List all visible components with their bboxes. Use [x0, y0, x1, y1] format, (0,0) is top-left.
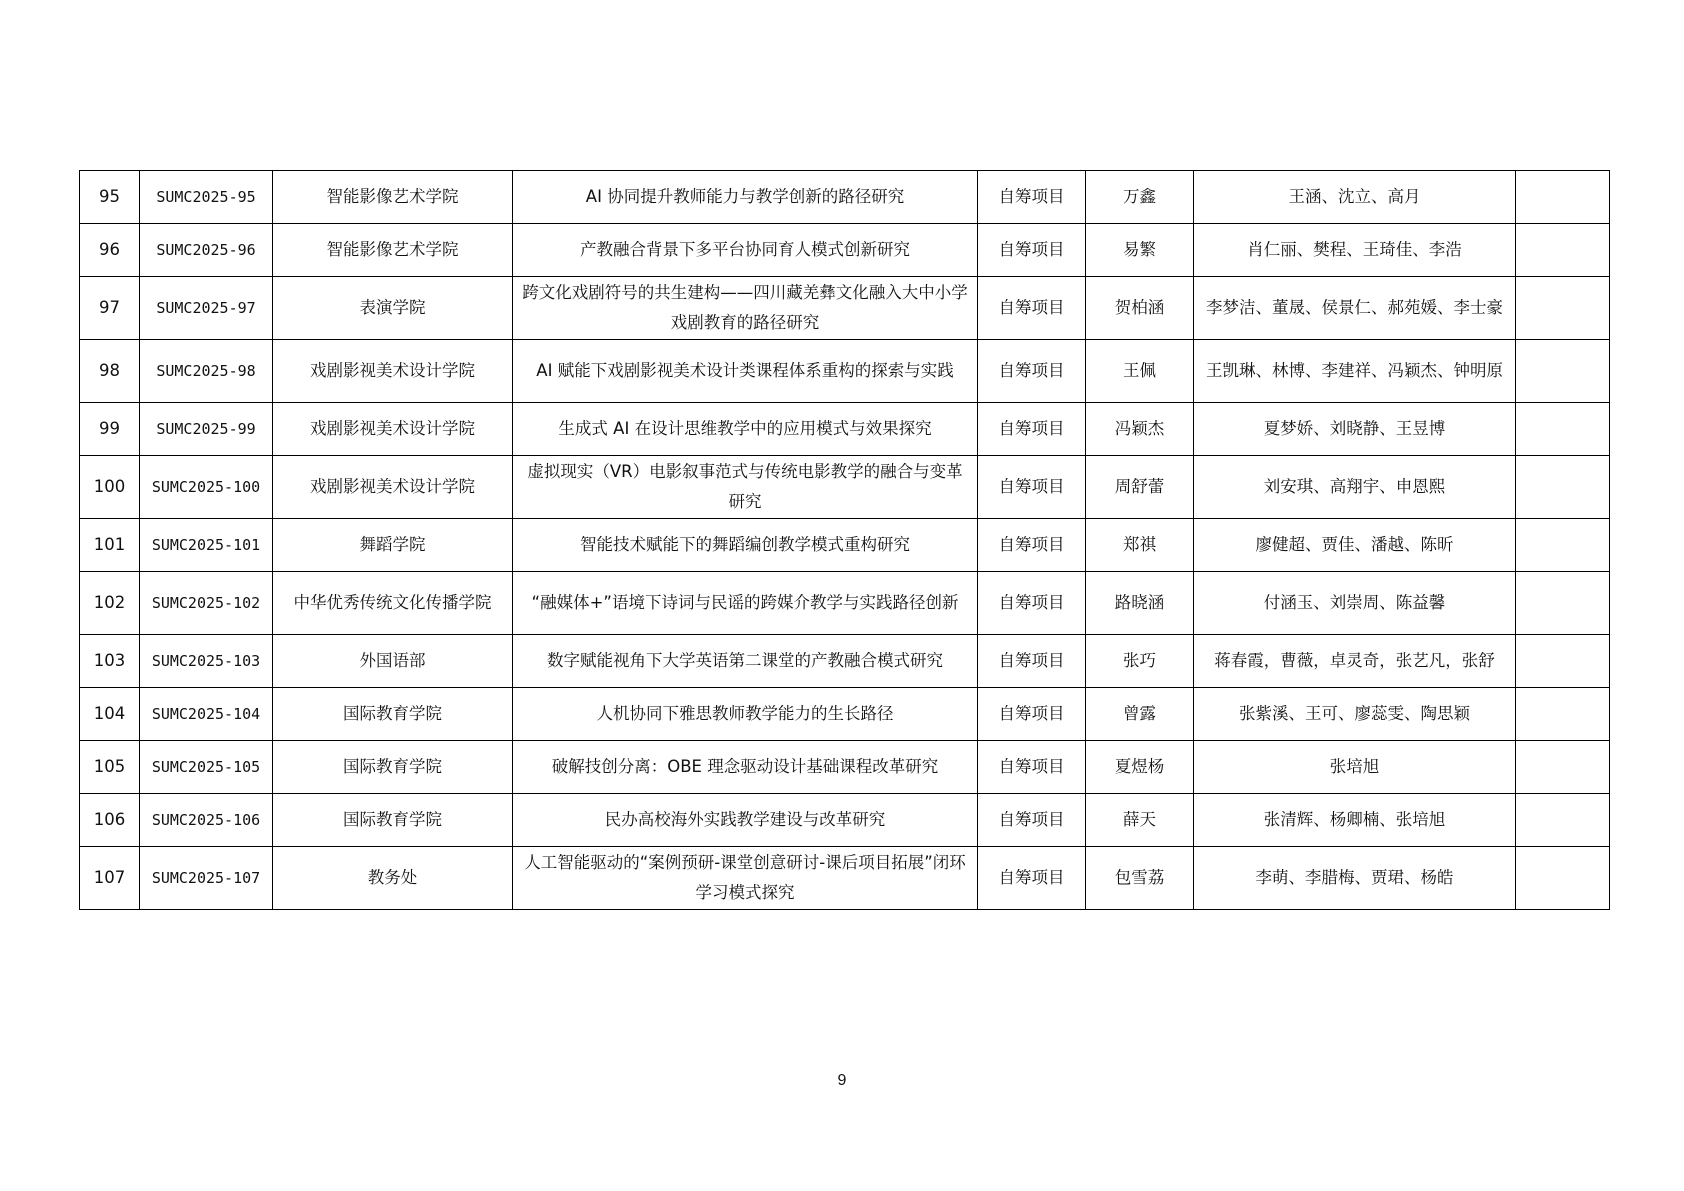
project-table — [79, 170, 1610, 910]
members-cell: 肖仁丽、樊程、王琦佳、李浩 — [1194, 224, 1516, 277]
project-type-cell: 自筹项目 — [978, 519, 1086, 572]
row-number-cell: 99 — [80, 403, 140, 456]
project-type-cell: 自筹项目 — [978, 403, 1086, 456]
project-leader-cell: 周舒蕾 — [1086, 456, 1194, 519]
project-type-cell: 自筹项目 — [978, 741, 1086, 794]
project-code-cell: SUMC2025-107 — [140, 847, 273, 910]
members-cell: 夏梦娇、刘晓静、王昱博 — [1194, 403, 1516, 456]
project-type-cell: 自筹项目 — [978, 277, 1086, 340]
remark-cell — [1516, 456, 1610, 519]
project-code-cell: SUMC2025-99 — [140, 403, 273, 456]
row-number-cell: 98 — [80, 340, 140, 403]
members-cell: 廖健超、贾佳、潘越、陈昕 — [1194, 519, 1516, 572]
remark-cell — [1516, 171, 1610, 224]
remark-cell — [1516, 277, 1610, 340]
row-number-cell: 101 — [80, 519, 140, 572]
project-leader-cell: 王佩 — [1086, 340, 1194, 403]
remark-cell — [1516, 519, 1610, 572]
college-cell: 智能影像艺术学院 — [273, 224, 513, 277]
table-row — [80, 572, 1610, 635]
project-title-cell: 人工智能驱动的“案例预研-课堂创意研讨-课后项目拓展”闭环学习模式探究 — [513, 847, 978, 910]
row-number-cell: 105 — [80, 741, 140, 794]
project-code-cell: SUMC2025-106 — [140, 794, 273, 847]
project-code-cell: SUMC2025-102 — [140, 572, 273, 635]
members-cell: 蒋春霞，曹薇，卓灵奇，张艺凡，张舒 — [1194, 635, 1516, 688]
row-number-cell: 106 — [80, 794, 140, 847]
project-title-cell: 产教融合背景下多平台协同育人模式创新研究 — [513, 224, 978, 277]
project-type-cell: 自筹项目 — [978, 456, 1086, 519]
college-cell: 国际教育学院 — [273, 794, 513, 847]
project-title-cell: 民办高校海外实践教学建设与改革研究 — [513, 794, 978, 847]
project-leader-cell: 薛天 — [1086, 794, 1194, 847]
table-row — [80, 635, 1610, 688]
project-code-cell: SUMC2025-101 — [140, 519, 273, 572]
members-cell: 王涵、沈立、高月 — [1194, 171, 1516, 224]
project-leader-cell: 万鑫 — [1086, 171, 1194, 224]
project-leader-cell: 夏煜杨 — [1086, 741, 1194, 794]
row-number-cell: 102 — [80, 572, 140, 635]
project-title-cell: 跨文化戏剧符号的共生建构——四川藏羌彝文化融入大中小学戏剧教育的路径研究 — [513, 277, 978, 340]
project-title-cell: AI 赋能下戏剧影视美术设计类课程体系重构的探索与实践 — [513, 340, 978, 403]
college-cell: 国际教育学院 — [273, 688, 513, 741]
college-cell: 国际教育学院 — [273, 741, 513, 794]
project-code-cell: SUMC2025-104 — [140, 688, 273, 741]
project-title-cell: 人机协同下雅思教师教学能力的生长路径 — [513, 688, 978, 741]
project-title-cell: “融媒体+”语境下诗词与民谣的跨媒介教学与实践路径创新 — [513, 572, 978, 635]
table-row — [80, 277, 1610, 340]
college-cell: 戏剧影视美术设计学院 — [273, 340, 513, 403]
project-type-cell: 自筹项目 — [978, 794, 1086, 847]
college-cell: 戏剧影视美术设计学院 — [273, 456, 513, 519]
college-cell: 舞蹈学院 — [273, 519, 513, 572]
college-cell: 中华优秀传统文化传播学院 — [273, 572, 513, 635]
row-number-cell: 103 — [80, 635, 140, 688]
project-code-cell: SUMC2025-97 — [140, 277, 273, 340]
project-leader-cell: 张巧 — [1086, 635, 1194, 688]
project-type-cell: 自筹项目 — [978, 171, 1086, 224]
project-code-cell: SUMC2025-96 — [140, 224, 273, 277]
row-number-cell: 96 — [80, 224, 140, 277]
college-cell: 智能影像艺术学院 — [273, 171, 513, 224]
project-title-cell: 破解技创分离：OBE 理念驱动设计基础课程改革研究 — [513, 741, 978, 794]
project-code-cell: SUMC2025-105 — [140, 741, 273, 794]
page-number: 9 — [837, 1072, 847, 1089]
project-code-cell: SUMC2025-95 — [140, 171, 273, 224]
project-leader-cell: 贺柏涵 — [1086, 277, 1194, 340]
remark-cell — [1516, 794, 1610, 847]
row-number-cell: 100 — [80, 456, 140, 519]
table-body — [80, 171, 1610, 910]
project-leader-cell: 郑祺 — [1086, 519, 1194, 572]
project-title-cell: 生成式 AI 在设计思维教学中的应用模式与效果探究 — [513, 403, 978, 456]
table-row — [80, 224, 1610, 277]
project-type-cell: 自筹项目 — [978, 224, 1086, 277]
table-row — [80, 794, 1610, 847]
project-leader-cell: 路晓涵 — [1086, 572, 1194, 635]
row-number-cell: 95 — [80, 171, 140, 224]
project-type-cell: 自筹项目 — [978, 340, 1086, 403]
members-cell: 张紫溪、王可、廖蕊雯、陶思颖 — [1194, 688, 1516, 741]
remark-cell — [1516, 340, 1610, 403]
members-cell: 刘安琪、高翔宇、申恩熙 — [1194, 456, 1516, 519]
college-cell: 戏剧影视美术设计学院 — [273, 403, 513, 456]
college-cell: 教务处 — [273, 847, 513, 910]
remark-cell — [1516, 635, 1610, 688]
remark-cell — [1516, 224, 1610, 277]
table-row — [80, 340, 1610, 403]
table-row — [80, 171, 1610, 224]
project-title-cell: 数字赋能视角下大学英语第二课堂的产教融合模式研究 — [513, 635, 978, 688]
members-cell: 李梦洁、董晟、侯景仁、郝苑媛、李士豪 — [1194, 277, 1516, 340]
project-code-cell: SUMC2025-98 — [140, 340, 273, 403]
members-cell: 张培旭 — [1194, 741, 1516, 794]
remark-cell — [1516, 741, 1610, 794]
college-cell: 表演学院 — [273, 277, 513, 340]
table-row — [80, 456, 1610, 519]
row-number-cell: 97 — [80, 277, 140, 340]
project-title-cell: 虚拟现实（VR）电影叙事范式与传统电影教学的融合与变革研究 — [513, 456, 978, 519]
project-title-cell: AI 协同提升教师能力与教学创新的路径研究 — [513, 171, 978, 224]
project-code-cell: SUMC2025-100 — [140, 456, 273, 519]
remark-cell — [1516, 572, 1610, 635]
members-cell: 付涵玉、刘崇周、陈益馨 — [1194, 572, 1516, 635]
table-row — [80, 403, 1610, 456]
project-type-cell: 自筹项目 — [978, 635, 1086, 688]
project-leader-cell: 包雪荔 — [1086, 847, 1194, 910]
members-cell: 王凯琳、林博、李建祥、冯颖杰、钟明原 — [1194, 340, 1516, 403]
row-number-cell: 104 — [80, 688, 140, 741]
row-number-cell: 107 — [80, 847, 140, 910]
members-cell: 李萌、李腊梅、贾珺、杨皓 — [1194, 847, 1516, 910]
project-title-cell: 智能技术赋能下的舞蹈编创教学模式重构研究 — [513, 519, 978, 572]
project-leader-cell: 曾露 — [1086, 688, 1194, 741]
project-type-cell: 自筹项目 — [978, 847, 1086, 910]
remark-cell — [1516, 847, 1610, 910]
members-cell: 张清辉、杨卿楠、张培旭 — [1194, 794, 1516, 847]
remark-cell — [1516, 688, 1610, 741]
project-leader-cell: 易繁 — [1086, 224, 1194, 277]
table-row — [80, 741, 1610, 794]
remark-cell — [1516, 403, 1610, 456]
project-code-cell: SUMC2025-103 — [140, 635, 273, 688]
project-leader-cell: 冯颖杰 — [1086, 403, 1194, 456]
table-row — [80, 847, 1610, 910]
table-row — [80, 688, 1610, 741]
project-type-cell: 自筹项目 — [978, 688, 1086, 741]
project-type-cell: 自筹项目 — [978, 572, 1086, 635]
college-cell: 外国语部 — [273, 635, 513, 688]
table-row — [80, 519, 1610, 572]
